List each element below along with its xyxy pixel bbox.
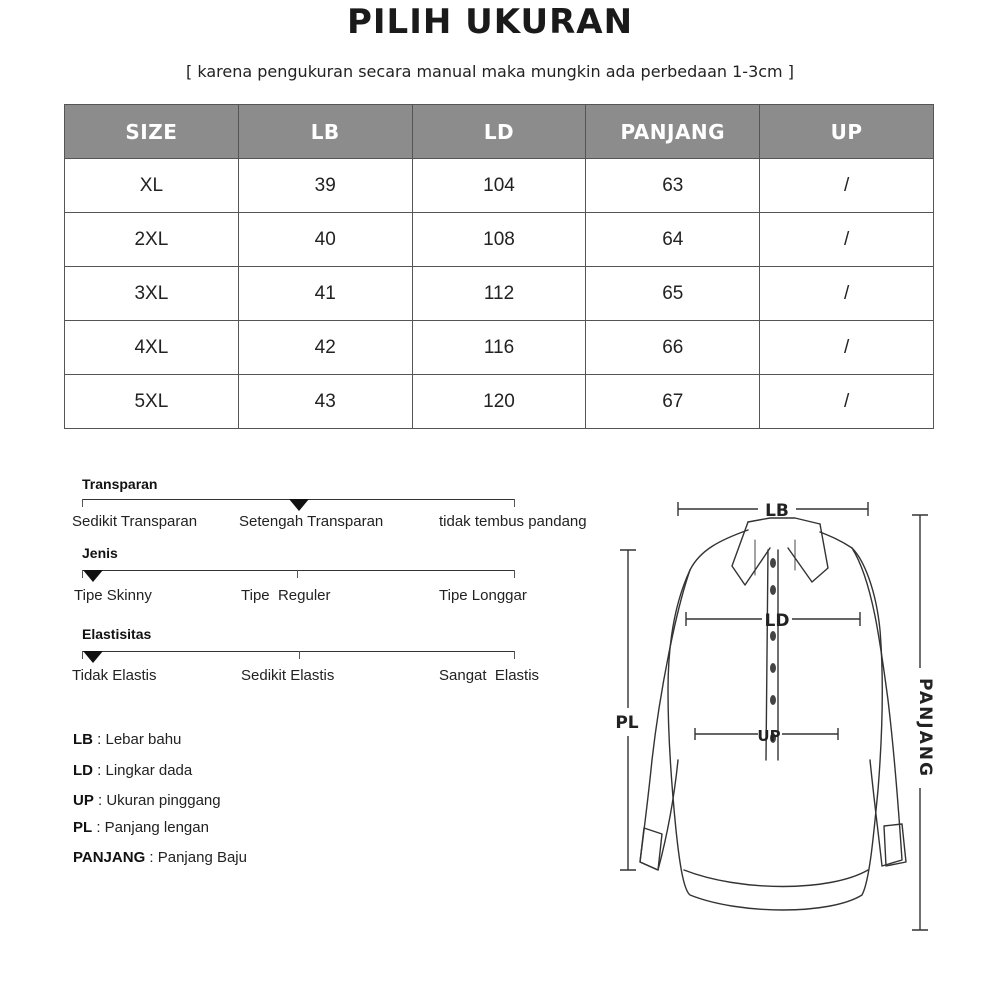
cell-size: 2XL xyxy=(65,213,239,267)
table-header-row xyxy=(65,105,934,159)
legend-desc: : Lebar bahu xyxy=(93,731,182,748)
cuff-right xyxy=(884,824,906,866)
scale-label: Tidak Elastis xyxy=(72,667,157,684)
cell-lb: 40 xyxy=(238,213,412,267)
scale-label: Sedikit Transparan xyxy=(72,513,198,530)
cell-size: 5XL xyxy=(65,375,239,429)
button-icon xyxy=(770,558,776,568)
scale-line xyxy=(82,570,515,571)
cell-lb: 39 xyxy=(238,159,412,213)
legend-abbr: LB xyxy=(73,731,93,748)
legend-item xyxy=(73,849,247,866)
scale-label: Setengah Transparan xyxy=(239,513,384,530)
button-icon xyxy=(770,631,776,641)
page-title: PILIH UKURAN xyxy=(346,2,634,42)
scale-tick xyxy=(514,651,515,659)
selected-marker-icon xyxy=(83,651,103,663)
legend-desc: : Lingkar dada xyxy=(93,762,193,779)
scale-label: Tipe Skinny xyxy=(74,587,152,604)
hem-line xyxy=(684,870,868,887)
ld-label: LD xyxy=(764,611,790,631)
cell-panjang: 65 xyxy=(586,267,760,321)
button-icon xyxy=(770,663,776,673)
cell-size: XL xyxy=(65,159,239,213)
size-chart-table xyxy=(64,104,934,429)
legend-item xyxy=(73,731,181,748)
cell-panjang: 67 xyxy=(586,375,760,429)
table-row xyxy=(65,267,934,321)
table-row xyxy=(65,159,934,213)
column-header-lb: LB xyxy=(238,105,412,159)
pl-label: PL xyxy=(615,713,639,733)
scale-label: Sedikit Elastis xyxy=(241,667,335,684)
cell-ld: 104 xyxy=(412,159,586,213)
scale-title: Transparan xyxy=(82,476,158,492)
sleeve-left xyxy=(640,570,690,870)
scale-label: Tipe Reguler xyxy=(241,587,331,604)
panjang-label: PANJANG xyxy=(915,678,935,778)
legend-item xyxy=(73,819,209,836)
cell-lb: 41 xyxy=(238,267,412,321)
cell-ld: 112 xyxy=(412,267,586,321)
scale-label: tidak tembus pandang xyxy=(439,513,587,530)
cell-up: / xyxy=(760,213,934,267)
cell-panjang: 63 xyxy=(586,159,760,213)
scale-elastisitas xyxy=(72,626,602,688)
scale-label: Tipe Longgar xyxy=(439,587,527,604)
column-header-panjang: PANJANG xyxy=(586,105,760,159)
table-row xyxy=(65,321,934,375)
cell-up: / xyxy=(760,159,934,213)
scale-tick xyxy=(514,570,515,578)
cell-ld: 120 xyxy=(412,375,586,429)
scale-jenis xyxy=(72,545,602,607)
legend-desc: : Panjang Baju xyxy=(145,849,247,866)
legend-item xyxy=(73,762,192,779)
scale-title: Elastisitas xyxy=(82,626,152,642)
legend-abbr: PANJANG xyxy=(73,849,146,866)
cell-size: 4XL xyxy=(65,321,239,375)
measurement-note: [ karena pengukuran secara manual maka mungkin ada perbedaan 1-3cm ] xyxy=(186,62,794,81)
scale-tick xyxy=(299,651,300,659)
selected-marker-icon xyxy=(289,499,309,511)
table-row xyxy=(65,375,934,429)
pl-measure-line xyxy=(620,550,636,870)
cell-ld: 116 xyxy=(412,321,586,375)
button-icon xyxy=(770,695,776,705)
scale-transparan xyxy=(72,476,602,538)
legend-abbr: LD xyxy=(73,762,93,779)
scale-tick xyxy=(82,499,83,507)
button-icon xyxy=(770,585,776,595)
column-header-up: UP xyxy=(760,105,934,159)
column-header-size: SIZE xyxy=(65,105,239,159)
cell-lb: 43 xyxy=(238,375,412,429)
cell-up: / xyxy=(760,267,934,321)
cell-lb: 42 xyxy=(238,321,412,375)
selected-marker-icon xyxy=(83,570,103,582)
lb-label: LB xyxy=(765,501,789,521)
cell-ld: 108 xyxy=(412,213,586,267)
cell-panjang: 66 xyxy=(586,321,760,375)
scale-tick xyxy=(297,570,298,578)
shirt-diagram xyxy=(600,480,940,950)
cell-size: 3XL xyxy=(65,267,239,321)
sleeve-right xyxy=(852,548,902,866)
cuff-left xyxy=(640,828,662,870)
buttons xyxy=(770,558,776,743)
legend-item xyxy=(73,792,221,809)
legend-desc: : Ukuran pinggang xyxy=(93,792,221,809)
cell-up: / xyxy=(760,375,934,429)
column-header-ld: LD xyxy=(412,105,586,159)
legend-abbr: UP xyxy=(73,792,94,809)
collar-left xyxy=(732,522,770,585)
cell-panjang: 64 xyxy=(586,213,760,267)
scale-title: Jenis xyxy=(82,545,118,561)
scale-tick xyxy=(514,499,515,507)
legend-abbr: PL xyxy=(73,819,93,836)
table-row xyxy=(65,213,934,267)
legend-desc: : Panjang lengan xyxy=(92,819,209,836)
up-label: UP xyxy=(757,727,781,745)
cell-up: / xyxy=(760,321,934,375)
scale-label: Sangat Elastis xyxy=(439,667,540,684)
